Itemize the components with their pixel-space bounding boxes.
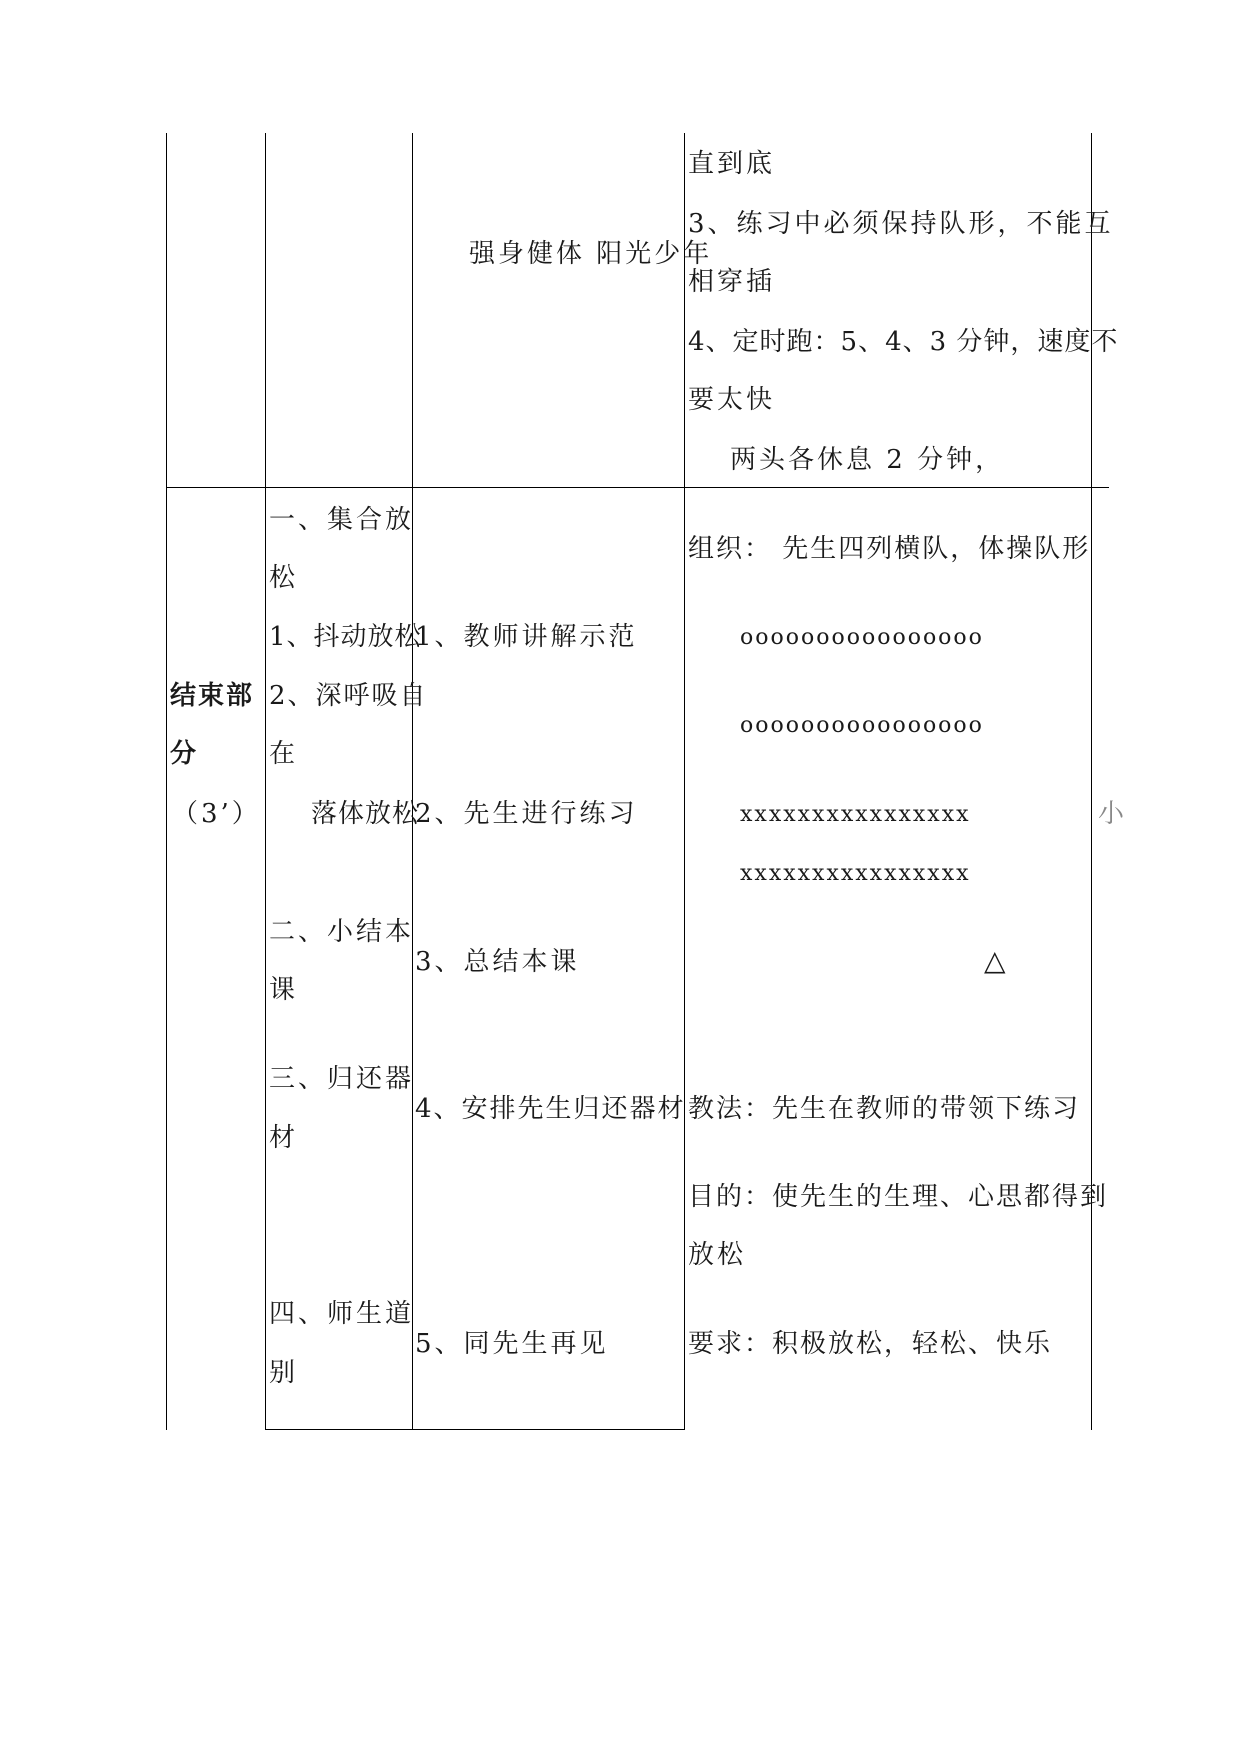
- activity-2: 2、先生进行练习: [415, 799, 638, 829]
- organization-label: 组织： 先生四列横队，体操队形: [688, 534, 1091, 564]
- formation-row-3: xxxxxxxxxxxxxxxx: [740, 802, 971, 827]
- content-line-4: 2、深呼吸自: [269, 681, 428, 711]
- content-line-7: 二、小结本: [269, 917, 415, 947]
- formation-row-1: oooooooooooooooo: [740, 625, 984, 650]
- teacher-position-icon: △: [984, 944, 1006, 977]
- note-line-2: 3、练习中必须保持队形，不能互: [688, 209, 1114, 239]
- note-line-5: 要太快: [688, 385, 776, 415]
- content-line-6: 落体放松: [311, 799, 420, 829]
- activity-3: 3、总结本课: [415, 947, 580, 977]
- column-divider-2: [412, 133, 413, 1430]
- activity-5: 5、同先生再见: [415, 1329, 609, 1359]
- note-line-3: 相穿插: [688, 267, 776, 297]
- section-duration: （3’）: [172, 799, 261, 829]
- content-line-1: 一、集合放: [269, 505, 415, 535]
- content-line-11: 四、师生道: [269, 1299, 415, 1329]
- content-line-9: 三、归还器: [269, 1064, 415, 1094]
- formation-row-2: oooooooooooooooo: [740, 713, 984, 738]
- purpose-text-line-1: 目的：使先生的生理、心思都得到: [688, 1182, 1109, 1212]
- note-line-1: 直到底: [688, 149, 776, 179]
- column-divider-1: [265, 133, 266, 1430]
- note-line-6: 两头各休息 2 分钟，: [730, 445, 1005, 475]
- content-line-10: 材: [269, 1123, 299, 1153]
- content-line-2: 松: [269, 563, 299, 593]
- table-left-border: [166, 133, 167, 1430]
- column-divider-3: [684, 133, 685, 1430]
- section-title-line-2: 分: [170, 739, 199, 769]
- right-edge-cell: [1092, 795, 1128, 835]
- content-line-12: 别: [269, 1358, 299, 1388]
- section-title-line-1: 结束部: [170, 681, 255, 711]
- formation-row-4: xxxxxxxxxxxxxxxx: [740, 861, 971, 886]
- note-line-4: 4、定时跑：5、4、3 分钟，速度不: [688, 327, 1119, 357]
- theme-banner: 强身健体 阳光少年: [469, 239, 713, 269]
- content-line-8: 课: [269, 975, 299, 1005]
- purpose-text-line-2: 放松: [688, 1240, 747, 1270]
- content-line-3: 1、抖动放松: [269, 622, 422, 652]
- method-text: 教法：先生在教师的带领下练习: [688, 1094, 1081, 1124]
- row-divider: [166, 487, 1109, 488]
- right-edge-fragment: 小: [1098, 799, 1128, 829]
- activity-4: 4、安排先生归还器材: [415, 1094, 686, 1124]
- activity-1: 1、教师讲解示范: [415, 622, 638, 652]
- table-bottom-border: [265, 1429, 685, 1430]
- content-line-5: 在: [269, 739, 299, 769]
- requirement-text: 要求：积极放松，轻松、快乐: [688, 1329, 1053, 1359]
- theme-banner-cell: [413, 235, 713, 275]
